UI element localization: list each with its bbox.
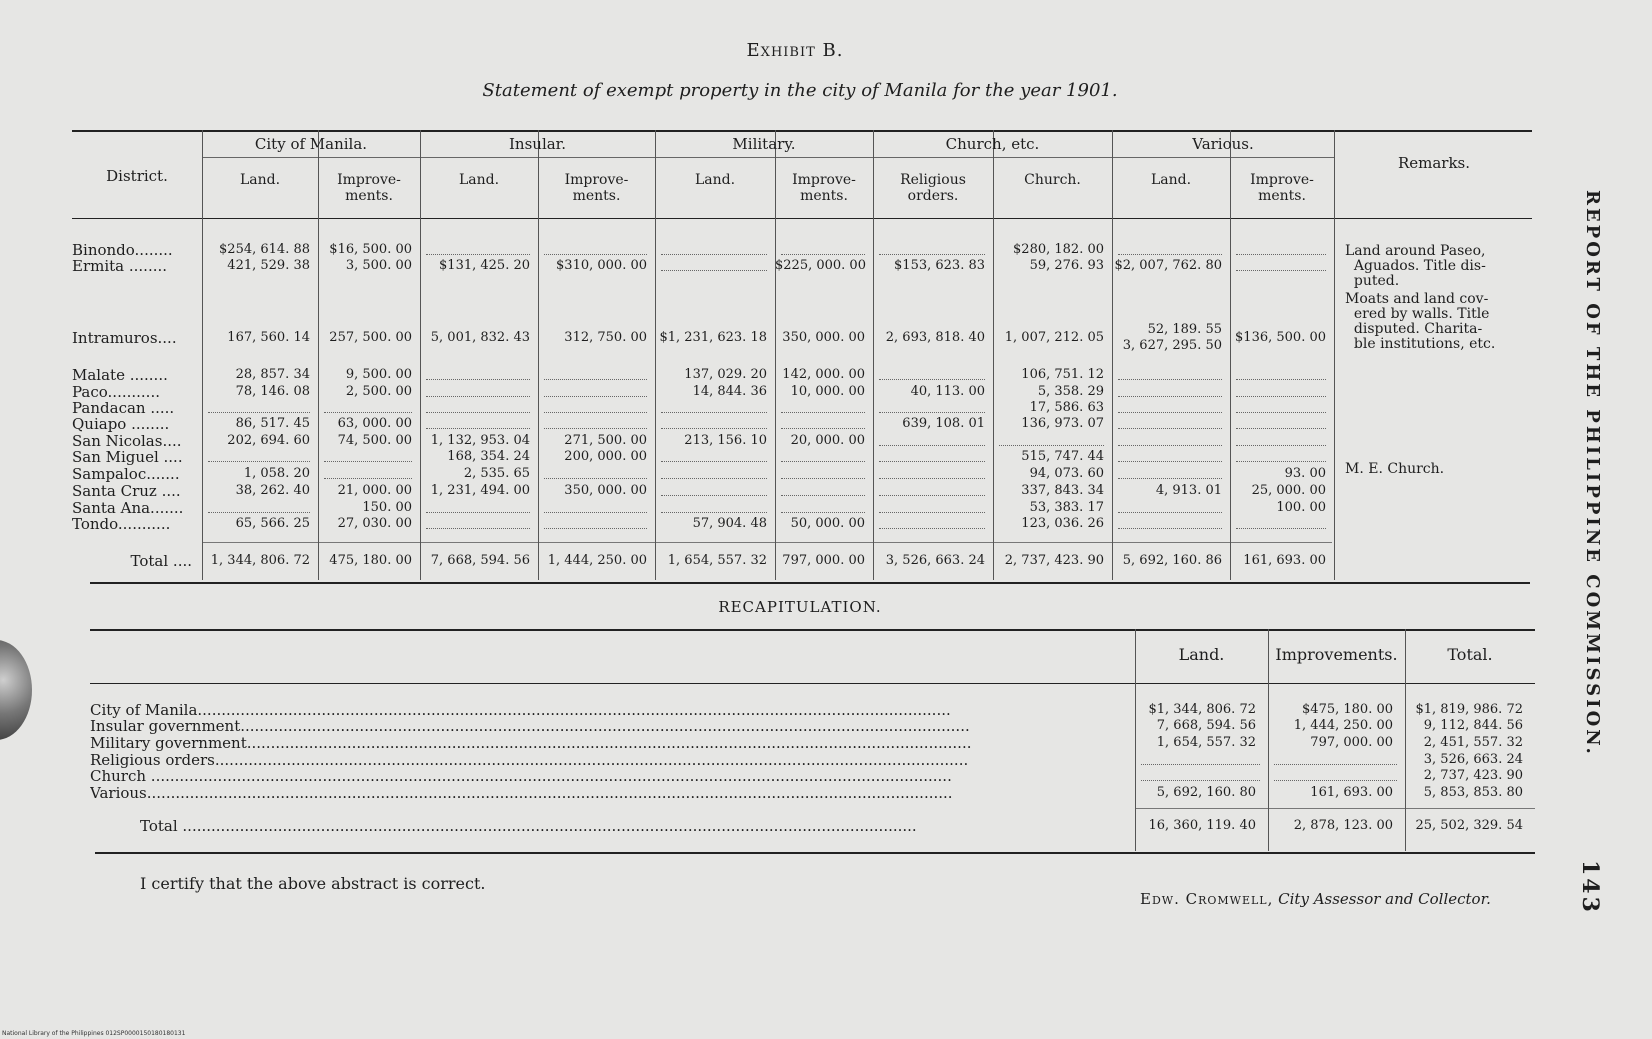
table-cell-empty bbox=[781, 487, 865, 496]
table-cell: 57, 904. 48 bbox=[692, 516, 767, 531]
table-cell-empty bbox=[879, 371, 985, 380]
column-subheader: Land. bbox=[458, 172, 500, 188]
statement-subtitle: Statement of exempt property in the city of Manila for the year 1901. bbox=[482, 80, 1118, 101]
table-cell-empty bbox=[879, 453, 985, 462]
recap-row-label: Religious orders.............................................................................................................................................................. bbox=[90, 752, 969, 768]
table-cell: 65, 566. 25 bbox=[235, 516, 310, 531]
table-cell: 100. 00 bbox=[1276, 500, 1326, 515]
recap-total-label: Total .......................................................................................................................................................... bbox=[140, 818, 917, 834]
table-cell-empty bbox=[1236, 520, 1326, 529]
table-cell: 93. 00 bbox=[1284, 466, 1326, 481]
table-cell-empty bbox=[544, 520, 647, 529]
table-cell-empty bbox=[1118, 246, 1222, 255]
recap-cell-empty bbox=[1274, 772, 1397, 781]
column-subheader: Improve- ments. bbox=[564, 172, 629, 204]
recap-cell: $475, 180. 00 bbox=[1302, 702, 1393, 717]
recap-cell: 1, 444, 250. 00 bbox=[1293, 718, 1393, 733]
page-number: 143 bbox=[1577, 860, 1603, 915]
total-cell: 161, 693. 00 bbox=[1243, 553, 1326, 568]
table-cell: 337, 843. 34 bbox=[1021, 483, 1104, 498]
recap-total-rule bbox=[1135, 808, 1535, 809]
table-cell-empty bbox=[324, 470, 412, 479]
table-cell: 59, 276. 93 bbox=[1029, 258, 1104, 273]
district-name: Intramuros.... bbox=[72, 330, 177, 346]
binder-hole bbox=[0, 640, 32, 740]
table-cell-empty bbox=[426, 420, 530, 429]
total-cell: 1, 654, 557. 32 bbox=[667, 553, 767, 568]
table-cell-empty bbox=[1118, 504, 1222, 513]
district-name: Santa Ana....... bbox=[72, 500, 184, 516]
table-cell: 78, 146. 08 bbox=[235, 384, 310, 399]
table-cell-empty bbox=[781, 504, 865, 513]
recap-cell: 797, 000. 00 bbox=[1310, 735, 1393, 750]
district-name: Santa Cruz .... bbox=[72, 483, 181, 499]
table-cell-empty bbox=[1118, 470, 1222, 479]
table-top-rule bbox=[72, 130, 1532, 132]
total-cell: 1, 344, 806. 72 bbox=[210, 553, 310, 568]
recap-total-cell: 16, 360, 119. 40 bbox=[1148, 818, 1256, 833]
table-cell-empty bbox=[661, 470, 767, 479]
library-watermark: National Library of the Philippines 012SP0000150180180131 bbox=[2, 1030, 186, 1037]
district-name: Paco........... bbox=[72, 384, 160, 400]
exhibit-title: Exhibit B. bbox=[746, 40, 844, 61]
column-subheader: Improve- ments. bbox=[792, 172, 856, 204]
table-cell: 202, 694. 60 bbox=[227, 433, 310, 448]
district-name: Malate ........ bbox=[72, 367, 168, 383]
table-cell: 200, 000. 00 bbox=[564, 449, 647, 464]
table-cell-empty bbox=[1118, 453, 1222, 462]
group-header: Military. bbox=[732, 135, 796, 153]
table-cell: 1, 007, 212. 05 bbox=[1004, 330, 1104, 345]
table-cell: 1, 058. 20 bbox=[243, 466, 310, 481]
recap-total-cell: 2, 878, 123. 00 bbox=[1293, 818, 1393, 833]
table-cell-empty bbox=[661, 246, 767, 255]
table-cell-empty bbox=[1118, 520, 1222, 529]
table-cell: $131, 425. 20 bbox=[439, 258, 530, 273]
total-cell: 7, 668, 594. 56 bbox=[430, 553, 530, 568]
table-cell-empty bbox=[426, 371, 530, 380]
table-cell-empty bbox=[879, 520, 985, 529]
table-cell: 350, 000. 00 bbox=[782, 330, 865, 345]
table-cell-empty bbox=[1236, 388, 1326, 397]
group-header: City of Manila. bbox=[254, 135, 368, 153]
table-cell: 27, 030. 00 bbox=[337, 516, 412, 531]
running-head-text: REPORT OF THE PHILIPPINE COMMISSION. bbox=[1582, 190, 1603, 757]
table-cell-empty bbox=[781, 246, 865, 255]
group-header: Various. bbox=[1192, 135, 1254, 153]
table-cell: 167, 560. 14 bbox=[227, 330, 310, 345]
table-cell-empty bbox=[544, 404, 647, 413]
table-cell: $310, 000. 00 bbox=[556, 258, 647, 273]
recap-cell: 2, 451, 557. 32 bbox=[1423, 735, 1523, 750]
table-cell: 86, 517. 45 bbox=[235, 416, 310, 431]
table-cell-empty bbox=[544, 504, 647, 513]
total-cell: 475, 180. 00 bbox=[329, 553, 412, 568]
group-underline bbox=[202, 157, 420, 158]
recap-cell: 5, 853, 853. 80 bbox=[1423, 785, 1523, 800]
column-subheader: Improve- ments. bbox=[337, 172, 401, 204]
recap-top-rule bbox=[90, 629, 1535, 631]
table-cell-empty bbox=[544, 470, 647, 479]
table-cell-empty bbox=[781, 420, 865, 429]
table-cell-empty bbox=[1236, 437, 1326, 446]
table-cell: 2, 535. 65 bbox=[463, 466, 530, 481]
recap-total-cell: 25, 502, 329. 54 bbox=[1415, 818, 1523, 833]
district-name: San Miguel .... bbox=[72, 449, 183, 465]
total-cell: 1, 444, 250. 00 bbox=[547, 553, 647, 568]
table-cell: $2, 007, 762. 80 bbox=[1114, 258, 1222, 273]
remark-text: M. E. Church. bbox=[1345, 461, 1445, 477]
column-divider bbox=[1112, 130, 1113, 580]
table-cell: 53, 383. 17 bbox=[1029, 500, 1104, 515]
recap-column-header: Land. bbox=[1178, 645, 1225, 664]
table-cell-empty bbox=[661, 453, 767, 462]
table-cell: 123, 036. 26 bbox=[1021, 516, 1104, 531]
table-cell-empty bbox=[879, 246, 985, 255]
table-header-rule bbox=[72, 218, 1532, 219]
total-label: Total .... bbox=[130, 553, 192, 569]
table-cell-empty bbox=[324, 453, 412, 462]
table-cell: 137, 029. 20 bbox=[684, 367, 767, 382]
column-subheader: Land. bbox=[694, 172, 736, 188]
column-divider bbox=[1334, 130, 1335, 580]
table-cell: 142, 000. 00 bbox=[782, 367, 865, 382]
table-cell-empty bbox=[661, 504, 767, 513]
recap-row-label: Military government........................................................................................................................................................ bbox=[90, 735, 972, 751]
table-cell-empty bbox=[879, 487, 985, 496]
table-cell: 213, 156. 10 bbox=[684, 433, 767, 448]
table-cell: 271, 500. 00 bbox=[564, 433, 647, 448]
recap-row-label: Insular government......................................................................................................................................................... bbox=[90, 718, 970, 734]
table-cell: 94, 073. 60 bbox=[1029, 466, 1104, 481]
table-cell-empty bbox=[1236, 246, 1326, 255]
total-cell: 3, 526, 663. 24 bbox=[885, 553, 985, 568]
recap-cell: 3, 526, 663. 24 bbox=[1423, 752, 1523, 767]
table-cell-empty bbox=[1236, 262, 1326, 271]
column-subheader: Land. bbox=[239, 172, 281, 188]
table-cell: 5, 358. 29 bbox=[1037, 384, 1104, 399]
table-cell: 1, 132, 953. 04 bbox=[430, 433, 530, 448]
table-cell-empty bbox=[781, 453, 865, 462]
total-cell: 797, 000. 00 bbox=[782, 553, 865, 568]
table-cell-empty bbox=[544, 420, 647, 429]
recap-cell-empty bbox=[1141, 756, 1260, 765]
table-cell: 515, 747. 44 bbox=[1021, 449, 1104, 464]
recap-cell: 9, 112, 844. 56 bbox=[1423, 718, 1523, 733]
certification-text: I certify that the above abstract is correct. bbox=[140, 874, 486, 893]
table-cell: 21, 000. 00 bbox=[337, 483, 412, 498]
table-cell-empty bbox=[879, 404, 985, 413]
table-cell: 50, 000. 00 bbox=[790, 516, 865, 531]
table-cell: 106, 751. 12 bbox=[1021, 367, 1104, 382]
table-cell: $1, 231, 623. 18 bbox=[659, 330, 767, 345]
recap-cell: 2, 737, 423. 90 bbox=[1423, 768, 1523, 783]
column-subheader: Religious orders. bbox=[900, 172, 966, 204]
table-cell: 28, 857. 34 bbox=[235, 367, 310, 382]
column-subheader: Improve- ments. bbox=[1250, 172, 1314, 204]
table-cell: 9, 500. 00 bbox=[345, 367, 412, 382]
table-cell: 350, 000. 00 bbox=[564, 483, 647, 498]
table-cell-empty bbox=[208, 404, 310, 413]
table-cell: $136, 500. 00 bbox=[1235, 330, 1326, 345]
signature-title: City Assessor and Collector. bbox=[1278, 890, 1491, 908]
table-cell-empty bbox=[1236, 420, 1326, 429]
table-cell-empty bbox=[1118, 371, 1222, 380]
table-cell: $16, 500. 00 bbox=[329, 242, 412, 257]
table-cell-empty bbox=[426, 404, 530, 413]
remark-text: Moats and land cov- ered by walls. Title disputed. Charita- ble institutions, etc. bbox=[1345, 291, 1496, 352]
district-name: Ermita ........ bbox=[72, 258, 168, 274]
recap-row-label: City of Manila.............................................................................................................................................................. bbox=[90, 702, 951, 718]
remark-text: Land around Paseo, Aguados. Title dis- puted. bbox=[1345, 243, 1486, 289]
district-name: Tondo........... bbox=[72, 516, 171, 532]
table-cell-empty bbox=[999, 437, 1104, 446]
group-underline bbox=[1112, 157, 1334, 158]
district-header: District. bbox=[106, 167, 168, 185]
table-cell: 421, 529. 38 bbox=[227, 258, 310, 273]
table-cell-empty bbox=[661, 487, 767, 496]
table-cell: $280, 182. 00 bbox=[1013, 242, 1104, 257]
recap-cell: $1, 344, 806. 72 bbox=[1148, 702, 1256, 717]
group-header: Insular. bbox=[509, 135, 566, 153]
table-cell: 3, 500. 00 bbox=[345, 258, 412, 273]
table-cell: 74, 500. 00 bbox=[337, 433, 412, 448]
table-cell-empty bbox=[208, 453, 310, 462]
recap-cell: $1, 819, 986. 72 bbox=[1415, 702, 1523, 717]
table-cell: 14, 844. 36 bbox=[692, 384, 767, 399]
table-cell: 52, 189. 55 3, 627, 295. 50 bbox=[1122, 322, 1222, 353]
column-divider bbox=[420, 130, 421, 580]
recap-cell: 161, 693. 00 bbox=[1310, 785, 1393, 800]
group-header: Church, etc. bbox=[945, 135, 1040, 153]
table-cell-empty bbox=[426, 388, 530, 397]
table-cell: 2, 500. 00 bbox=[345, 384, 412, 399]
signature bbox=[1140, 890, 1491, 908]
table-cell-empty bbox=[661, 420, 767, 429]
column-subheader: Land. bbox=[1150, 172, 1192, 188]
recap-title: RECAPITULATION. bbox=[718, 598, 882, 616]
district-name: Pandacan ..... bbox=[72, 400, 175, 416]
recap-row-label: Church ........................................................................................................................................................................ bbox=[90, 768, 952, 784]
recap-cell: 7, 668, 594. 56 bbox=[1156, 718, 1256, 733]
table-cell: 5, 001, 832. 43 bbox=[430, 330, 530, 345]
table-cell-empty bbox=[879, 437, 985, 446]
recap-column-header: Total. bbox=[1447, 645, 1493, 664]
table-cell: $254, 614. 88 bbox=[219, 242, 310, 257]
table-cell: 312, 750. 00 bbox=[564, 330, 647, 345]
table-cell: 257, 500. 00 bbox=[329, 330, 412, 345]
recap-cell: 5, 692, 160. 80 bbox=[1156, 785, 1256, 800]
column-divider bbox=[655, 130, 656, 580]
table-cell-empty bbox=[781, 404, 865, 413]
running-head bbox=[1575, 190, 1605, 915]
table-cell: 150. 00 bbox=[362, 500, 412, 515]
table-cell: 40, 113. 00 bbox=[910, 384, 985, 399]
signature-name: Edw. Cromwell, bbox=[1140, 890, 1274, 908]
recap-cell: 1, 654, 557. 32 bbox=[1156, 735, 1256, 750]
table-cell: 136, 973. 07 bbox=[1021, 416, 1104, 431]
total-rule bbox=[202, 542, 1332, 543]
table-cell: 10, 000. 00 bbox=[790, 384, 865, 399]
remarks-header: Remarks. bbox=[1397, 154, 1471, 172]
recap-cell-empty bbox=[1141, 772, 1260, 781]
table-cell-empty bbox=[1236, 453, 1326, 462]
table-cell-empty bbox=[879, 504, 985, 513]
table-bottom-rule bbox=[90, 582, 1530, 584]
table-cell-empty bbox=[1118, 404, 1222, 413]
recap-header-rule bbox=[90, 683, 1535, 684]
table-cell: 2, 693, 818. 40 bbox=[885, 330, 985, 345]
table-cell-empty bbox=[781, 470, 865, 479]
district-name: Quiapo ........ bbox=[72, 416, 170, 432]
recap-cell-empty bbox=[1274, 756, 1397, 765]
group-underline bbox=[655, 157, 873, 158]
table-cell-empty bbox=[544, 388, 647, 397]
table-cell-empty bbox=[324, 404, 412, 413]
table-cell: 4, 913. 01 bbox=[1155, 483, 1222, 498]
table-cell-empty bbox=[544, 371, 647, 380]
table-cell-empty bbox=[661, 262, 767, 271]
table-cell-empty bbox=[208, 504, 310, 513]
table-cell-empty bbox=[426, 504, 530, 513]
table-cell-empty bbox=[544, 246, 647, 255]
district-name: Sampaloc....... bbox=[72, 466, 180, 482]
table-cell-empty bbox=[879, 470, 985, 479]
table-cell: 20, 000. 00 bbox=[790, 433, 865, 448]
table-cell-empty bbox=[1118, 420, 1222, 429]
table-cell-empty bbox=[1236, 404, 1326, 413]
table-cell-empty bbox=[1118, 437, 1222, 446]
total-cell: 2, 737, 423. 90 bbox=[1004, 553, 1104, 568]
district-name: San Nicolas.... bbox=[72, 433, 182, 449]
total-cell: 5, 692, 160. 86 bbox=[1122, 553, 1222, 568]
recap-row-label: Various......................................................................................................................................................................... bbox=[90, 785, 953, 801]
table-cell: 25, 000. 00 bbox=[1251, 483, 1326, 498]
table-cell-empty bbox=[426, 246, 530, 255]
table-cell-empty bbox=[1236, 371, 1326, 380]
district-name: Binondo........ bbox=[72, 242, 173, 258]
table-cell-empty bbox=[661, 404, 767, 413]
table-cell: 1, 231, 494. 00 bbox=[430, 483, 530, 498]
table-cell: 17, 586. 63 bbox=[1029, 400, 1104, 415]
table-cell: 38, 262. 40 bbox=[235, 483, 310, 498]
recap-bottom-rule bbox=[95, 852, 1535, 854]
table-cell: $153, 623. 83 bbox=[894, 258, 985, 273]
table-cell: 63, 000. 00 bbox=[337, 416, 412, 431]
column-subheader: Church. bbox=[1024, 172, 1081, 188]
recap-column-header: Improvements. bbox=[1275, 645, 1398, 664]
table-cell: 168, 354. 24 bbox=[447, 449, 530, 464]
table-cell-empty bbox=[1118, 388, 1222, 397]
table-cell: $225, 000. 00 bbox=[775, 258, 866, 273]
table-cell-empty bbox=[426, 520, 530, 529]
table-cell: 639, 108. 01 bbox=[902, 416, 985, 431]
